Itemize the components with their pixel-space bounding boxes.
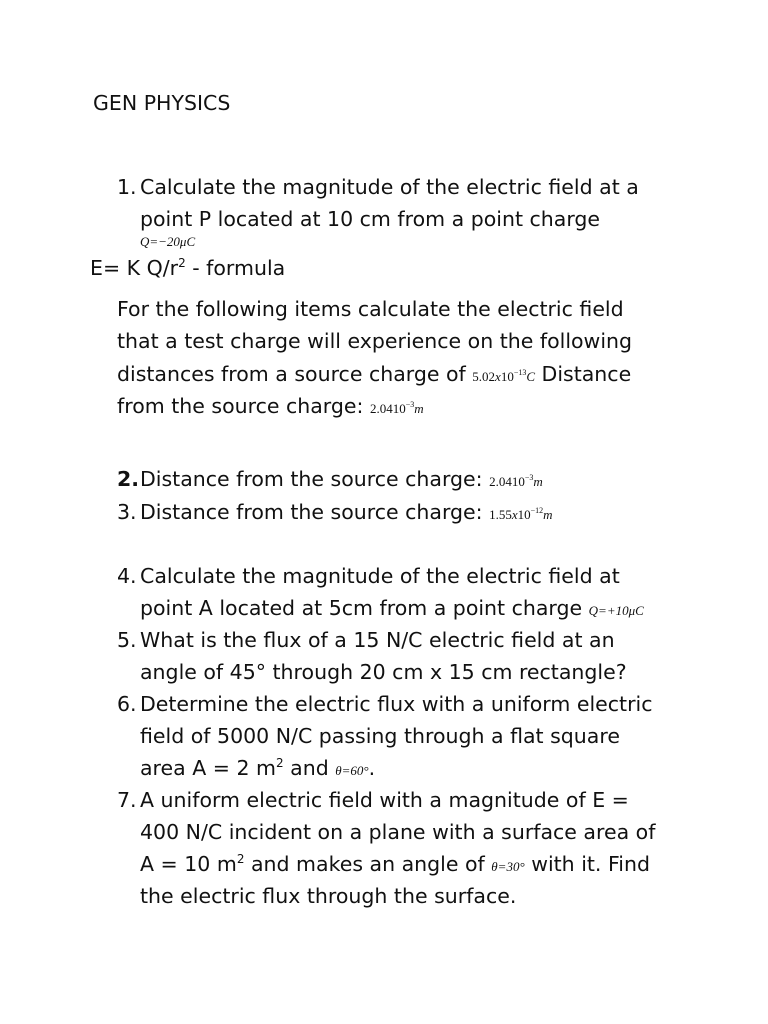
item-1-charge-math: Q=−20μC: [140, 234, 196, 249]
page-title: GEN PHYSICS: [93, 91, 231, 115]
item-7-area-exponent: 2: [236, 852, 245, 866]
intro-line-4: [117, 396, 424, 417]
source-charge-math: $5.02x10^{-13}C$: [472, 368, 536, 384]
item-6-line-1: Determine the electric flux with a uniform electric: [140, 692, 653, 716]
item-number: 5.: [117, 628, 137, 652]
item-1-line-2: point P located at 10 cm from a point charge: [140, 207, 601, 231]
intro-line-3: [117, 364, 631, 385]
item-7-line-3: [140, 854, 650, 875]
item-7-find-text: with it. Find: [531, 852, 650, 876]
intro-line-3-tail: Distance: [541, 362, 632, 386]
item-6-angle-math: θ=60°: [335, 763, 369, 778]
item-number: 6.: [117, 692, 137, 716]
item-7-angle-math: θ=30°: [491, 859, 525, 874]
item-1-line-1: Calculate the magnitude of the electric field at a: [140, 175, 639, 199]
item-7-angle-text: and makes an angle of: [244, 852, 485, 876]
item-number: 7.: [117, 788, 137, 812]
formula-suffix: - formula: [185, 256, 286, 280]
item-5-line-2: angle of 45° through 20 cm x 15 cm rectangle?: [140, 660, 627, 684]
item-number: 2.: [117, 467, 140, 491]
item-7-line-4: the electric flux through the surface.: [140, 884, 517, 908]
item-3-text: Distance from the source charge:: [140, 500, 483, 524]
item-6-period: .: [368, 756, 376, 780]
item-6-and-text: and: [283, 756, 329, 780]
distance-math: $2.0410^{-3}m$: [369, 400, 424, 416]
item-7-line-2: 400 N/C incident on a plane with a surface area of: [140, 820, 656, 844]
item-7-line-1: A uniform electric field with a magnitude of E =: [140, 788, 629, 812]
item-2-distance-math: $2.0410^{-3}m$: [489, 473, 543, 489]
item-2-text: Distance from the source charge:: [140, 467, 483, 491]
item-3-line: [140, 502, 553, 523]
intro-line-1: For the following items calculate the electric field: [117, 297, 624, 321]
item-4-line-2-text: point A located at 5cm from a point charge: [140, 596, 583, 620]
item-6-line-2: field of 5000 N/C passing through a flat square: [140, 724, 620, 748]
item-number: 3.: [117, 500, 137, 524]
item-2-line: [140, 469, 543, 490]
item-number: 4.: [117, 564, 137, 588]
intro-line-4-text: from the source charge:: [117, 394, 364, 418]
item-4-charge-math: Q=+10μC: [588, 603, 644, 618]
item-6-area-text: area A = 2 m: [140, 756, 276, 780]
item-5-line-1: What is the flux of a 15 N/C electric field at an: [140, 628, 615, 652]
item-4-line-2: [140, 598, 644, 619]
formula-exponent: 2: [178, 256, 186, 270]
item-6-line-3: [140, 758, 375, 779]
formula-text: E= K Q/r: [90, 256, 179, 280]
item-3-distance-math: $1.55x10^{-12}m$: [489, 506, 553, 522]
intro-line-2: that a test charge will experience on the following: [117, 329, 633, 353]
item-4-line-1: Calculate the magnitude of the electric field at: [140, 564, 620, 588]
item-7-area-text: A = 10 m: [140, 852, 237, 876]
item-number: 1.: [117, 175, 137, 199]
item-6-area-exponent: 2: [276, 756, 284, 770]
formula-line: [90, 258, 285, 279]
intro-line-3-text: distances from a source charge of: [117, 362, 466, 386]
